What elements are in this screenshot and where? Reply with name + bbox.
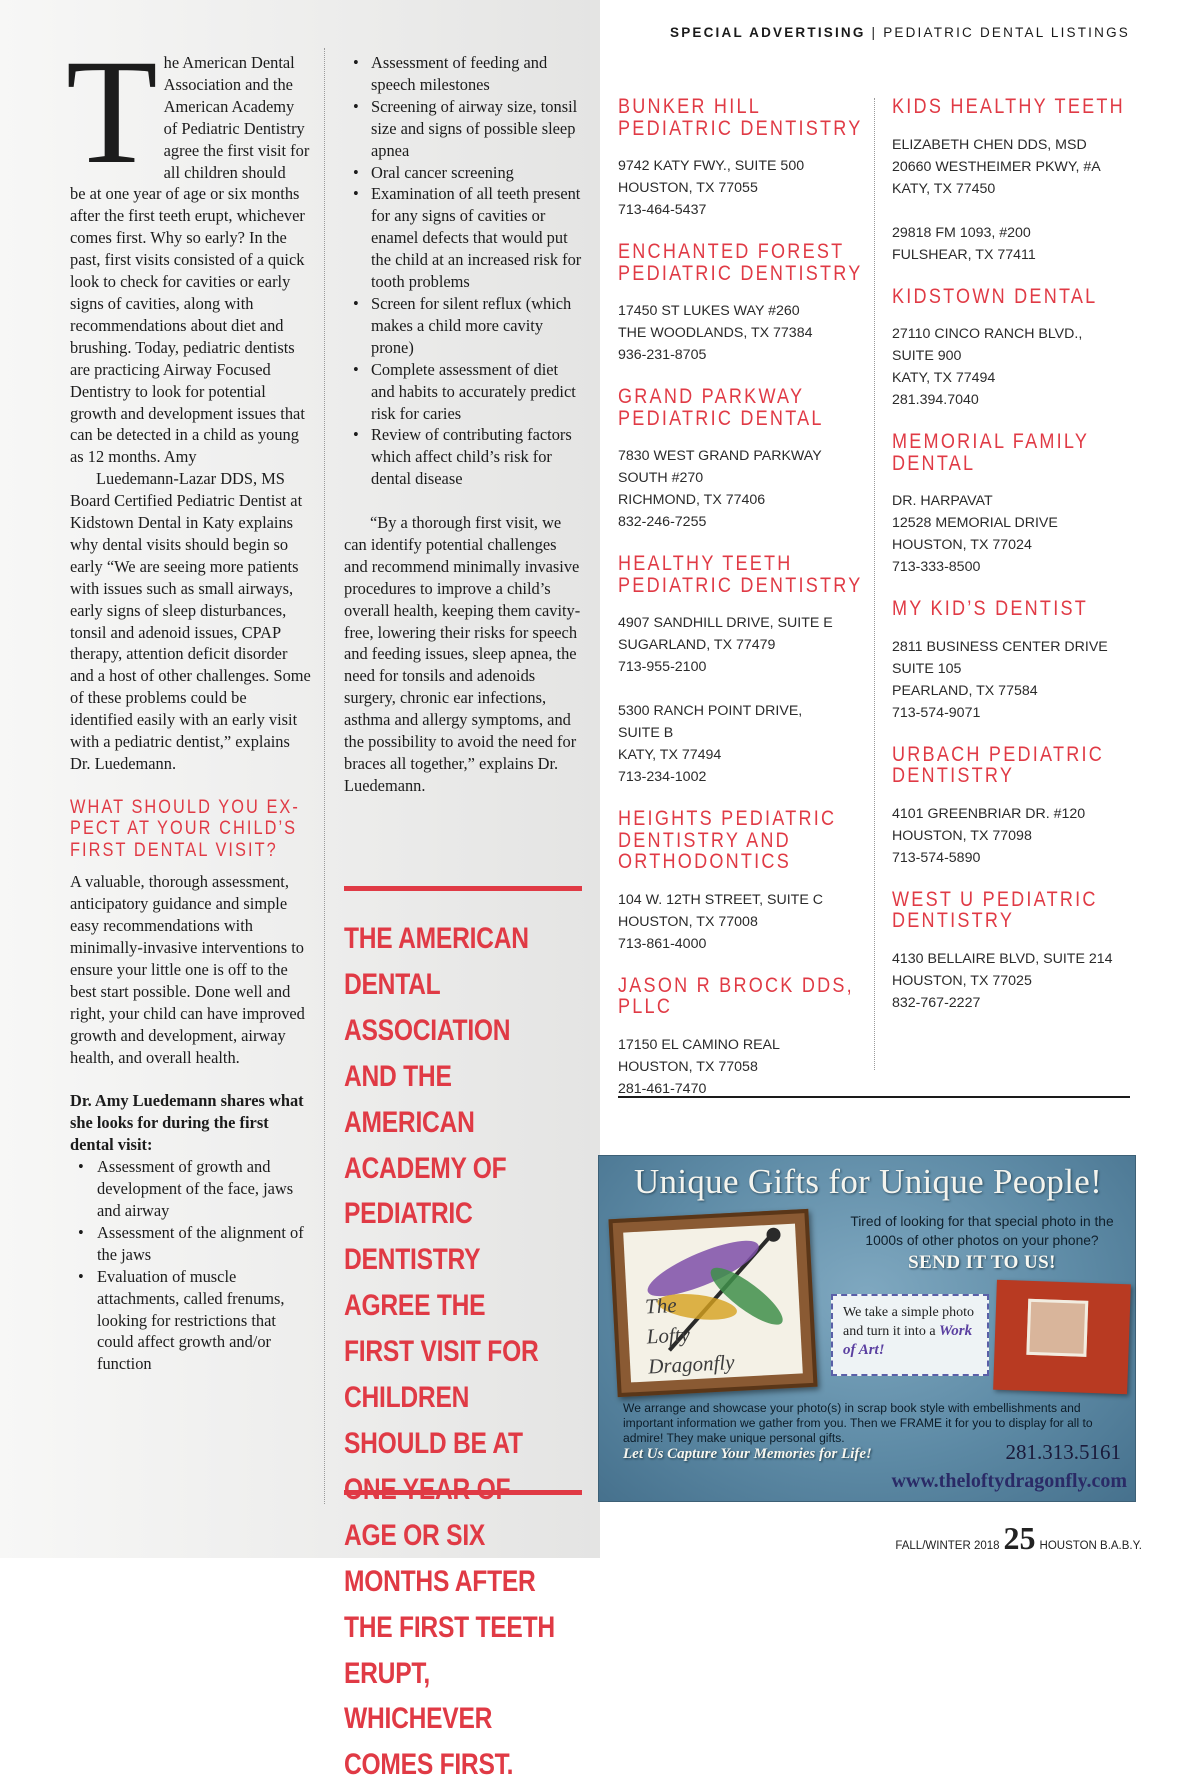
listing-name: MEMORIAL FAMILY DENTAL <box>892 430 1089 475</box>
listing-address-line: SOUTH #270 <box>618 470 704 486</box>
body-paragraph: A valuable, thorough assessment, anticipatory guidance and simple easy recommendations with minimally-invasive interventions to ensure your little one is off to the best start possible. Done well and right, your child can have improved growth and development, airway health, and overall health. <box>70 872 305 1067</box>
listing-phone[interactable]: 713-955-2100 <box>618 659 707 675</box>
page-number: 25 <box>1003 1520 1036 1556</box>
listing-entry <box>892 431 1142 578</box>
listing-entry <box>892 96 1142 266</box>
list-item: • Assessment of the alignment of the jaws <box>70 1222 312 1266</box>
listing-name: HEIGHTS PEDIATRIC DENTISTRY AND ORTHODONTICS <box>618 807 837 873</box>
listing-address-line: THE WOODLANDS, TX 77384 <box>618 325 813 341</box>
listing-address-line: SUITE B <box>618 725 674 741</box>
section-divider-rule <box>618 1096 1130 1098</box>
listing-address-line: HOUSTON, TX 77055 <box>618 180 758 196</box>
page-header <box>670 25 1130 40</box>
listing-phone[interactable]: 713-333-8500 <box>892 559 981 575</box>
listing-address-line: 104 W. 12TH STREET, SUITE C <box>618 891 823 908</box>
footer-season: FALL/WINTER 2018 <box>895 1540 1000 1552</box>
header-separator: | <box>871 25 878 40</box>
listing-phone[interactable]: 713-234-1002 <box>618 769 707 785</box>
ad-info-text <box>843 1304 983 1360</box>
listing-address-line: 9742 KATY FWY., SUITE 500 <box>618 158 805 174</box>
listing-address-line: 4907 SANDHILL DRIVE, SUITE E <box>618 615 833 631</box>
listing-entry <box>892 889 1142 1014</box>
list-item: • Oral cancer screening <box>344 162 584 184</box>
listing-phone[interactable]: 713-574-9071 <box>892 704 981 721</box>
listing-name: JASON R BROCK DDS, PLLC <box>618 973 854 1018</box>
listing-address-line: HOUSTON, TX 77024 <box>892 537 1032 553</box>
ad-slogan: Let Us Capture Your Memories for Life! <box>623 1446 872 1462</box>
list-item: • Assessment of growth and development of the face, jaws and airway <box>70 1156 312 1222</box>
ad-info-line: We take a simple photo and turn it into a <box>843 1305 975 1339</box>
listing-address-line: HOUSTON, TX 77025 <box>892 972 1032 989</box>
list-item: • Assessment of feeding and speech milestones <box>344 52 584 96</box>
address-gap <box>892 200 1142 222</box>
listing-name: KIDSTOWN DENTAL <box>892 284 1098 308</box>
advertisement[interactable] <box>598 1155 1136 1502</box>
listing-entry <box>618 808 868 955</box>
listing-entry <box>618 241 868 366</box>
intro-paragraph <box>66 29 312 468</box>
listings-divider <box>874 98 875 1070</box>
listing-address-line: 4101 GREENBRIAR DR. #120 <box>892 805 1086 822</box>
intro-line: of Pediatric Dentistry <box>163 118 305 138</box>
list-item: • Screen for silent reflux (which makes a child more cavity prone) <box>344 293 584 359</box>
ad-framed-picture <box>608 1209 817 1397</box>
listing-entry <box>618 553 868 788</box>
intro-line: American Academy <box>163 96 295 116</box>
pull-quote: THE AMERICAN DENTAL ASSOCIATION AND THE AMERICAN ACADEMY OF PEDIATRIC DENTISTRY AGREE THE FIRST VISIT FOR CHILDREN SHOULD BE AT AGE OR SIX MONTHS AFTER THE FIRST TEETH ERUPT, WHICHEVER COMES FIRST. <box>344 922 555 1782</box>
listing-address-line: SUITE 105 <box>892 660 962 677</box>
listing-name: WEST U PEDIATRIC DENTISTRY <box>892 887 1098 932</box>
listing-address-line: 7830 WEST GRAND PARKWAY <box>618 448 822 464</box>
listing-name: KIDS HEALTHY TEETH <box>892 95 1125 118</box>
listing-entry <box>892 744 1142 869</box>
listing-address-line: HOUSTON, TX 77098 <box>892 827 1032 844</box>
listings-column-2 <box>892 96 1142 1034</box>
listing-phone[interactable]: 281.394.7040 <box>892 392 979 408</box>
header-topic-label: PEDIATRIC DENTAL LISTINGS <box>883 25 1130 40</box>
ad-call-to-action: SEND IT TO US! <box>908 1252 1056 1273</box>
ad-website-link[interactable]: www.theloftydragonfly.com <box>891 1470 1127 1492</box>
header-section-label: SPECIAL ADVERTISING <box>670 25 866 40</box>
intro-line: Association and the <box>163 74 293 94</box>
listing-name: URBACH PEDIATRIC DENTISTRY <box>892 742 1105 787</box>
listing-address-line: 17450 ST LUKES WAY #260 <box>618 303 800 319</box>
listing-phone[interactable]: 713-464-5437 <box>618 202 707 218</box>
listing-address-line: 2811 BUSINESS CENTER DRIVE <box>892 638 1108 655</box>
intro-line: all children should <box>163 162 286 182</box>
logo-line: Lofty <box>646 1322 691 1349</box>
listing-phone[interactable]: 936-231-8705 <box>618 347 707 363</box>
column-divider <box>324 48 325 1504</box>
ad-description: We arrange and showcase your photo(s) in scrap book style with embellishments and important information we gather from you. Then we FRAME it for you to display for all to admire! They make unique personal gifts. <box>623 1401 1093 1445</box>
listing-name: HEALTHY TEETH PEDIATRIC DENTISTRY <box>618 552 863 597</box>
quote-paragraph: “By a thorough first visit, we can identify potential challenges and recommend minimally invasive procedures to improve a child’s overall health, keeping them cavity-free, lowering their risks for speech and feeding issues, sleep apnea, the need for tonsils and adenoids surgery, chronic ear infections, asthma and allergy symptoms, and the possibility to avoid the need for braces all together,” explains Dr. Luedemann. <box>344 513 581 795</box>
listing-name: MY KID’S DENTIST <box>892 597 1088 620</box>
pullquote-bottom-rule <box>344 1490 582 1495</box>
article-column-2 <box>344 52 584 797</box>
listing-address-line: 4130 BELLAIRE BLVD, SUITE 214 <box>892 950 1113 967</box>
listing-address-line: 29818 FM 1093, #200 <box>892 224 1031 241</box>
ad-phone-number[interactable]: 281.313.5161 <box>1005 1440 1121 1464</box>
listing-phone[interactable]: 832-767-2227 <box>892 994 981 1011</box>
listing-address-line: RICHMOND, TX 77406 <box>618 492 766 508</box>
listing-entry <box>618 96 868 221</box>
list-item: • Review of contributing factors which affect child’s risk for dental disease <box>344 424 584 490</box>
body-paragraph: Luedemann-Lazar DDS, MS Board Certified Pediatric Dentist at Kidstown Dental in Katy explains why dental visits should begin so early “We are seeing more patients with issues such as small airways, early signs of sleep disturbances, tonsil and adenoid issues, CPAP therapy, attention deficit disorder and a host of other challenges. Some of these problems could be identified easily with an early visit with a pediatric dentist,” explains Dr. Luedemann. <box>70 469 311 773</box>
page-footer <box>895 1520 1142 1556</box>
listing-entry <box>618 975 868 1100</box>
listing-address-line: ELIZABETH CHEN DDS, MSD <box>892 136 1087 153</box>
listings-column-1 <box>618 96 868 1120</box>
listing-address-line: KATY, TX 77494 <box>618 747 722 763</box>
listing-address-line: HOUSTON, TX 77008 <box>618 913 758 930</box>
footer-publication: HOUSTON B.A.B.Y. <box>1039 1540 1142 1552</box>
listing-address-line: 5300 RANCH POINT DRIVE, <box>618 703 803 719</box>
list-item: • Screening of airway size, tonsil size and signs of possible sleep apnea <box>344 96 584 162</box>
intro-line: he American Dental <box>163 53 295 72</box>
list-item: • Examination of all teeth present for any signs of cavities or enamel defects that would put the child at an increased risk for tooth problems <box>344 183 584 293</box>
listing-address-line: SUITE 900 <box>892 348 962 364</box>
listing-address-line: 27110 CINCO RANCH BLVD., <box>892 326 1083 342</box>
listing-name: ENCHANTED FOREST PEDIATRIC DENTISTRY <box>618 240 863 285</box>
listing-address-line: SUGARLAND, TX 77479 <box>618 637 776 653</box>
listing-entry <box>892 598 1142 724</box>
baby-photo <box>1026 1299 1088 1357</box>
article-column-1 <box>66 29 312 1375</box>
listing-name: GRAND PARKWAY PEDIATRIC DENTAL <box>618 385 824 430</box>
listing-phone[interactable]: 713-861-4000 <box>618 935 707 952</box>
listing-address-line: HOUSTON, TX 77058 <box>618 1058 758 1075</box>
logo-line: Dragonfly <box>647 1349 736 1379</box>
list-item: • Evaluation of muscle attachments, called frenums, looking for restrictions that could affect growth and/or function <box>70 1266 312 1376</box>
bold-intro: Dr. Amy Luedemann shares what she looks for during the first dental visit: <box>70 1091 304 1155</box>
listing-name: BUNKER HILL PEDIATRIC DENTISTRY <box>618 95 863 140</box>
listing-address-line: 12528 MEMORIAL DRIVE <box>892 515 1058 531</box>
listing-address-line: FULSHEAR, TX 77411 <box>892 246 1036 263</box>
listing-entry <box>618 386 868 533</box>
ad-tagline: Tired of looking for that special photo in the 1000s of other photos on your phone? <box>850 1214 1114 1248</box>
listing-phone[interactable]: 832-246-7255 <box>618 514 707 530</box>
ad-picture-canvas <box>623 1224 803 1383</box>
bullet-list <box>344 52 584 490</box>
list-item: • Complete assessment of diet and habits to accurately predict risk for caries <box>344 359 584 425</box>
listing-phone[interactable]: 281-461-7470 <box>618 1080 707 1097</box>
bullet-list <box>70 1156 312 1375</box>
intro-line: agree the first visit for <box>163 140 310 160</box>
section-subhead: WHAT SHOULD YOU EX- PECT AT YOUR CHILD’S FIRST DENTAL VISIT? <box>70 796 300 861</box>
ad-info-emphasis: Work of Art! <box>843 1323 973 1358</box>
listing-address-line: KATY, TX 77494 <box>892 370 996 386</box>
pullquote-top-rule <box>344 886 582 891</box>
logo-line: The <box>644 1292 678 1319</box>
listing-address-line: KATY, TX 77450 <box>892 180 996 197</box>
listing-entry <box>892 286 1142 412</box>
listing-phone[interactable]: 713-574-5890 <box>892 849 981 866</box>
ad-sample-photo <box>993 1280 1131 1395</box>
ad-headline: Unique Gifts for Unique People! <box>633 1162 1103 1201</box>
listing-address-line: 17150 EL CAMINO REAL <box>618 1036 780 1053</box>
ad-logo-text <box>644 1284 799 1382</box>
address-gap <box>618 678 868 700</box>
listing-address-line: 20660 WESTHEIMER PKWY, #A <box>892 158 1101 175</box>
listing-address-line: DR. HARPAVAT <box>892 493 993 509</box>
ad-info-box <box>831 1294 989 1376</box>
intro-text: be at one year of age or six months after the first teeth erupt, whichever comes first. Why so early? In the past, first visits consisted of a quick look to check for cavities or early signs of cavities, along with recommendations about diet and brushing. Today, pediatric dentists are practicing Airway Focused Dentistry to look for potential growth and development issues that can be detected in a child as young as 12 months. Amy <box>70 184 305 467</box>
drop-cap: T <box>66 29 158 195</box>
listing-address-line: PEARLAND, TX 77584 <box>892 682 1038 699</box>
